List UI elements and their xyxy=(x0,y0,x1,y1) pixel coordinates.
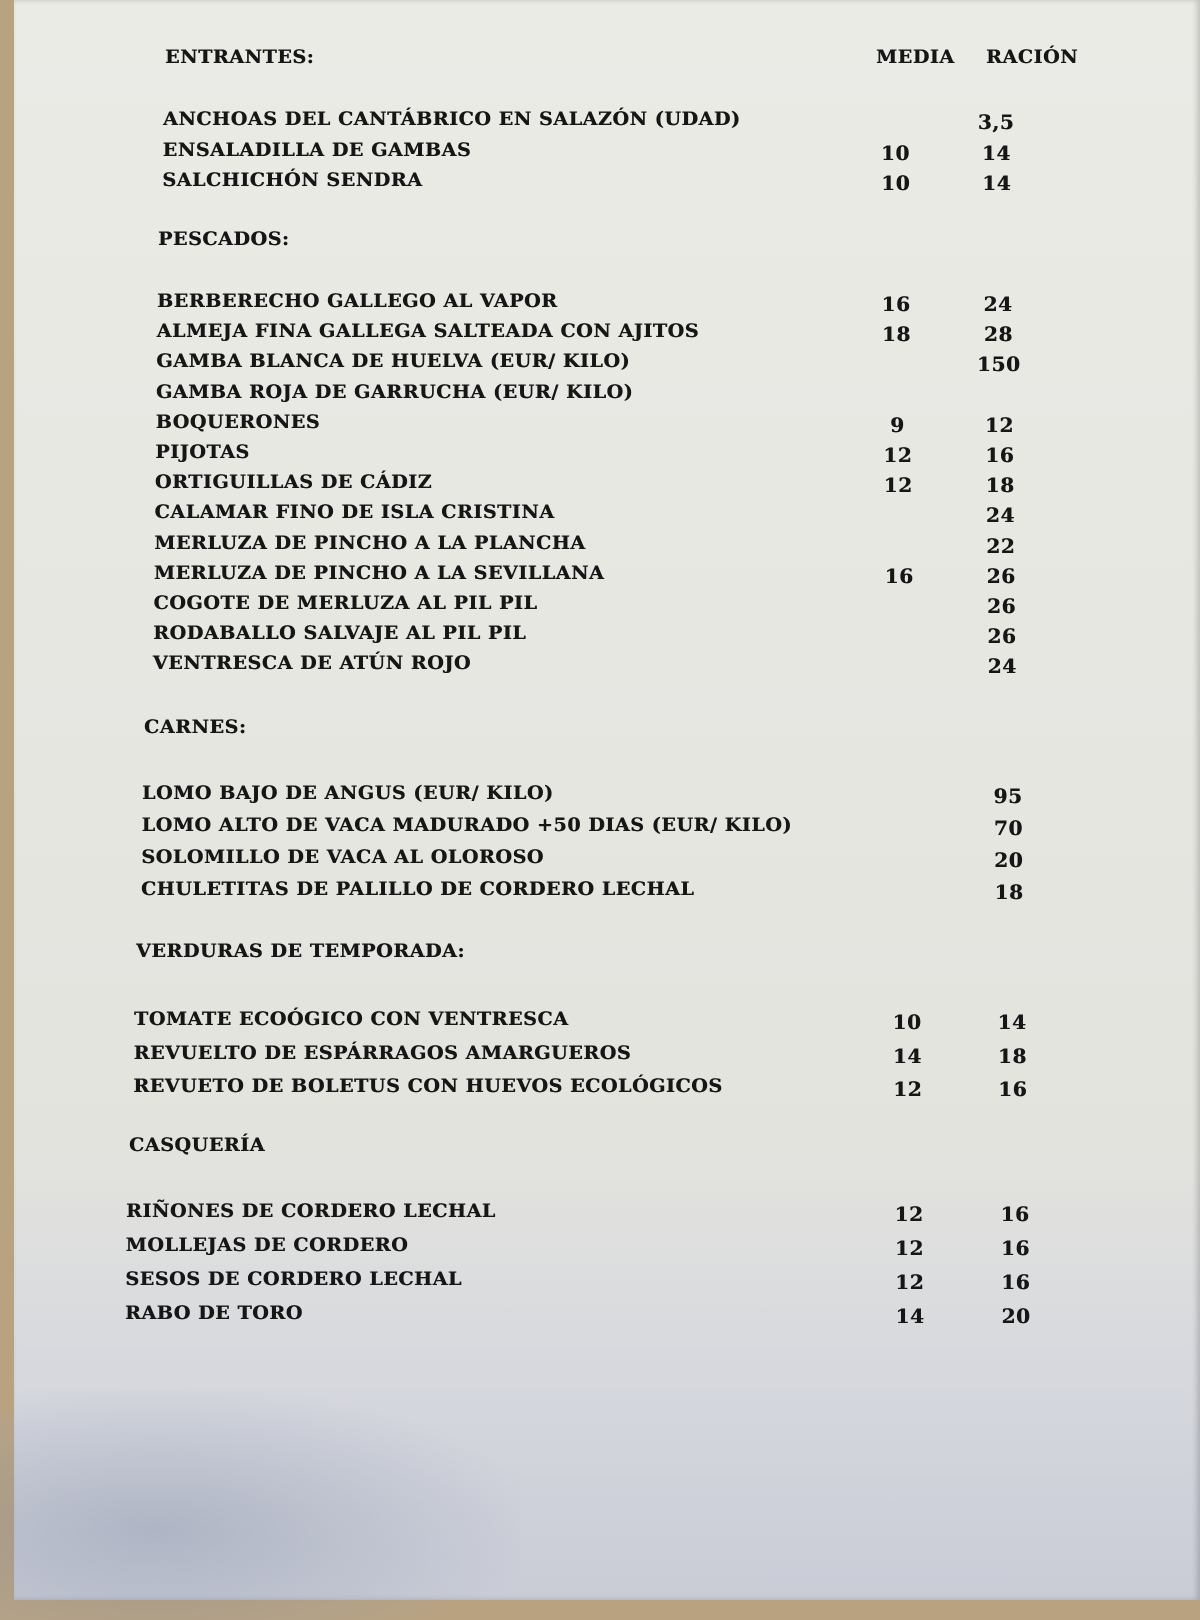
price-racion: 16 xyxy=(998,1077,1028,1101)
menu-item-name: MERLUZA DE PINCHO A LA SEVILLANA xyxy=(153,561,605,584)
price-media: 16 xyxy=(881,292,911,316)
price-racion: 28 xyxy=(983,322,1013,347)
menu-item-name: REVUELTO DE ESPÁRRAGOS AMARGUEROS xyxy=(133,1041,632,1064)
price-racion: 16 xyxy=(1000,1236,1030,1260)
price-racion: 14 xyxy=(997,1010,1027,1034)
price-media: 12 xyxy=(883,473,913,498)
section-title: VERDURAS DE TEMPORADA: xyxy=(136,940,465,962)
price-racion: 14 xyxy=(981,140,1011,165)
menu-item-name: MOLLEJAS DE CORDERO xyxy=(125,1234,409,1256)
price-media: 14 xyxy=(895,1304,925,1328)
section-title: PESCADOS: xyxy=(158,228,290,250)
menu-item-name: ENSALADILLA DE GAMBAS xyxy=(162,138,472,161)
menu-item-name: GAMBA ROJA DE GARRUCHA (EUR/ KILO) xyxy=(155,380,634,403)
price-racion: 22 xyxy=(986,533,1016,558)
menu-item-name: ORTIGUILLAS DE CÁDIZ xyxy=(154,471,433,494)
price-racion: 24 xyxy=(987,654,1017,679)
price-media: 18 xyxy=(881,322,911,347)
price-media: 10 xyxy=(881,171,911,195)
price-racion: 18 xyxy=(994,880,1024,904)
price-media: 10 xyxy=(880,140,910,165)
price-racion: 20 xyxy=(994,848,1024,872)
menu-item-name: LOMO BAJO DE ANGUS (EUR/ KILO) xyxy=(142,782,554,804)
column-header-media: MEDIA xyxy=(876,46,955,68)
menu-item-name: BERBERECHO GALLEGO AL VAPOR xyxy=(157,290,558,312)
price-racion: 18 xyxy=(997,1043,1027,1068)
price-racion: 70 xyxy=(993,816,1023,840)
menu-item-name: PIJOTAS xyxy=(155,441,250,463)
menu-item-name: COGOTE DE MERLUZA AL PIL PIL xyxy=(153,592,538,614)
menu-item-name: CALAMAR FINO DE ISLA CRISTINA xyxy=(154,501,555,524)
price-racion: 24 xyxy=(983,292,1013,316)
price-media: 12 xyxy=(894,1202,924,1226)
menu-item-name: MERLUZA DE PINCHO A LA PLANCHA xyxy=(154,531,586,554)
menu-item-name: TOMATE ECOÓGICO CON VENTRESCA xyxy=(134,1008,569,1030)
menu-item-name: ANCHOAS DEL CANTÁBRICO EN SALAZÓN (UDAD) xyxy=(163,108,741,130)
menu-item-name: ALMEJA FINA GALLEGA SALTEADA CON AJITOS xyxy=(156,320,700,343)
price-media: 12 xyxy=(883,443,913,467)
menu-item-name: RODABALLO SALVAJE AL PIL PIL xyxy=(153,622,527,645)
price-racion: 150 xyxy=(976,352,1021,377)
price-racion: 18 xyxy=(985,473,1015,498)
price-racion: 12 xyxy=(984,412,1014,437)
menu-item-name: SOLOMILLO DE VACA AL OLOROSO xyxy=(141,846,544,868)
menu-item-name: LOMO ALTO DE VACA MADURADO +50 DIAS (EUR/ KILO) xyxy=(141,814,792,836)
price-racion: 16 xyxy=(1001,1270,1031,1294)
section-title: ENTRANTES: xyxy=(165,46,315,68)
price-racion: 20 xyxy=(1001,1304,1031,1328)
menu-item-name: REVUETO DE BOLETUS CON HUEVOS ECOLÓGICOS xyxy=(133,1075,723,1097)
menu-item-name: CHULETITAS DE PALILLO DE CORDERO LECHAL xyxy=(140,878,695,900)
price-racion: 26 xyxy=(986,563,1016,588)
price-racion: 16 xyxy=(985,443,1015,467)
menu-item-name: RABO DE TORO xyxy=(124,1302,303,1324)
column-header-racion: RACIÓN xyxy=(986,46,1079,68)
price-racion: 16 xyxy=(1000,1202,1030,1226)
menu-item-name: SESOS DE CORDERO LECHAL xyxy=(125,1268,462,1290)
price-media: 12 xyxy=(894,1236,924,1260)
price-media: 14 xyxy=(892,1043,922,1068)
menu-item-name: RIÑONES DE CORDERO LECHAL xyxy=(126,1200,496,1222)
price-racion: 95 xyxy=(993,784,1023,808)
menu-item-name: VENTRESCA DE ATÚN ROJO xyxy=(152,652,472,675)
price-media: 12 xyxy=(895,1270,925,1294)
section-title: CASQUERÍA xyxy=(129,1134,266,1156)
price-racion: 24 xyxy=(985,503,1015,528)
section-title: CARNES: xyxy=(144,716,247,738)
price-racion: 26 xyxy=(986,594,1017,618)
price-racion: 14 xyxy=(982,171,1012,195)
menu-item-name: BOQUERONES xyxy=(155,410,321,433)
price-racion: 26 xyxy=(987,624,1017,649)
price-media: 9 xyxy=(890,412,905,437)
price-media: 10 xyxy=(892,1010,922,1034)
menu-item-name: GAMBA BLANCA DE HUELVA (EUR/ KILO) xyxy=(156,350,631,373)
price-media: 16 xyxy=(884,563,914,588)
price-racion: 3,5 xyxy=(977,110,1015,134)
price-media: 12 xyxy=(893,1077,923,1101)
menu-item-name: SALCHICHÓN SENDRA xyxy=(162,169,423,191)
